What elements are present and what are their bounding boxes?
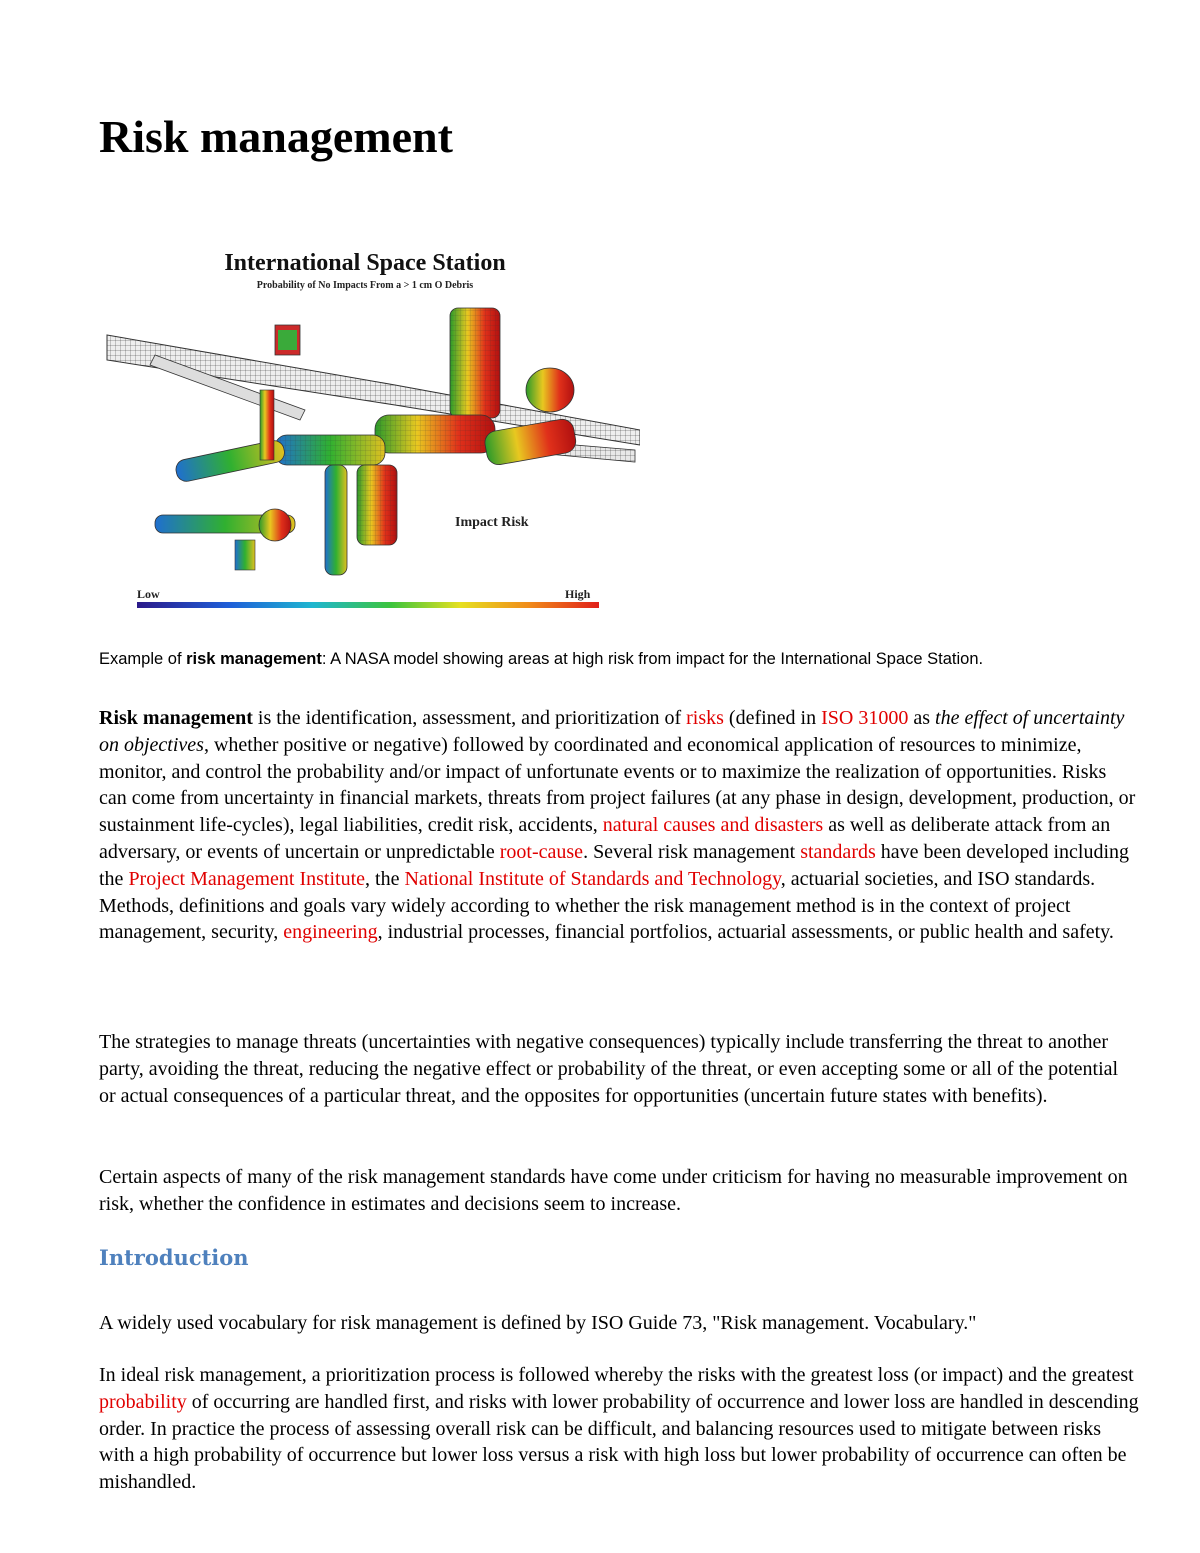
scale-high-label: High bbox=[565, 587, 591, 601]
link-nist[interactable]: National Institute of Standards and Technology bbox=[404, 867, 781, 890]
page-title: Risk management bbox=[99, 111, 453, 162]
link-risks[interactable]: risks bbox=[686, 707, 724, 729]
scale-low-label: Low bbox=[137, 587, 160, 601]
bold-term: Risk management bbox=[99, 707, 253, 729]
intro-paragraph: Risk management is the identification, assessment, and prioritization of risks (defined in ISO 31000 as the effect of uncertainty on objectives, whether positive or negative) followed by coordinated and economical application of resources to minimize, monitor, and control the probability and/or impact of unfortunate events or to maximize the realization of opportunities. Risks can come from uncertainty in financial markets, threats from project failures (at any phase in design, development, production, or sustainment life-cycles), legal liabilities, credit risk, accidents, natural causes and disasters as well as deliberate attack from an adversary, or events of uncertain or unpredictable root-cause. Several risk management standards have been developed including the Project Management Institute, the National Institute of Standards and Technology, actuarial societies, and ISO standards. Methods, definitions and goals vary widely according to whether the risk management method is in the context of project management, security, engineering, industrial processes, financial portfolios, actuarial assessments, or public health and safety. bbox=[99, 707, 1136, 944]
impact-risk-label: Impact Risk bbox=[455, 515, 529, 530]
link-natural-causes[interactable]: natural causes and disasters bbox=[602, 814, 824, 837]
link-root-cause[interactable]: root-cause bbox=[499, 840, 584, 863]
figure-title: International Space Station bbox=[224, 250, 506, 276]
strategies-paragraph: The strategies to manage threats (uncertainties with negative consequences) typically include transferring the threat to another party, avoiding the threat, reducing the negative effect or probability of the threat, or even accepting some or all of the potential or actual consequences of a particular threat, and the opposites for opportunities (uncertain future states with benefits). bbox=[99, 1031, 1119, 1107]
introduction-heading: Introduction bbox=[99, 1245, 249, 1270]
risk-color-scale bbox=[137, 602, 599, 608]
link-engineering[interactable]: engineering bbox=[283, 921, 378, 944]
figure-caption: Example of risk management: A NASA model showing areas at high risk from impact for the International Space Station. bbox=[99, 650, 984, 668]
figure-subtitle: Probability of No Impacts From a > 1 cm O Debris bbox=[256, 280, 474, 291]
criticism-paragraph: Certain aspects of many of the risk management standards have come under criticism for having no measurable improvement on risk, whether the confidence in estimates and decisions seem to increase. bbox=[99, 1166, 1128, 1215]
station-modules bbox=[155, 308, 578, 575]
link-probability[interactable]: probability bbox=[99, 1390, 187, 1413]
iss-risk-figure bbox=[95, 240, 640, 620]
ideal-risk-paragraph: In ideal risk management, a prioritization process is followed whereby the risks with the greatest loss (or impact) and the greatest probability of occurring are handled first, and risks with lower probability of occurrence and lower loss are handled in descending order. In practice the process of assessing overall risk can be difficult, and balancing resources used to mitigate between risks with a high probability of occurrence but lower loss versus a risk with high loss but lower probability of occurrence can often be mishandled. bbox=[99, 1364, 1139, 1494]
link-standards[interactable]: standards bbox=[800, 840, 876, 863]
vocabulary-paragraph: A widely used vocabulary for risk management is defined by ISO Guide 73, "Risk management. Vocabulary." bbox=[99, 1312, 977, 1334]
link-pmi[interactable]: Project Management Institute bbox=[128, 867, 366, 890]
link-iso-31000[interactable]: ISO 31000 bbox=[821, 707, 909, 729]
